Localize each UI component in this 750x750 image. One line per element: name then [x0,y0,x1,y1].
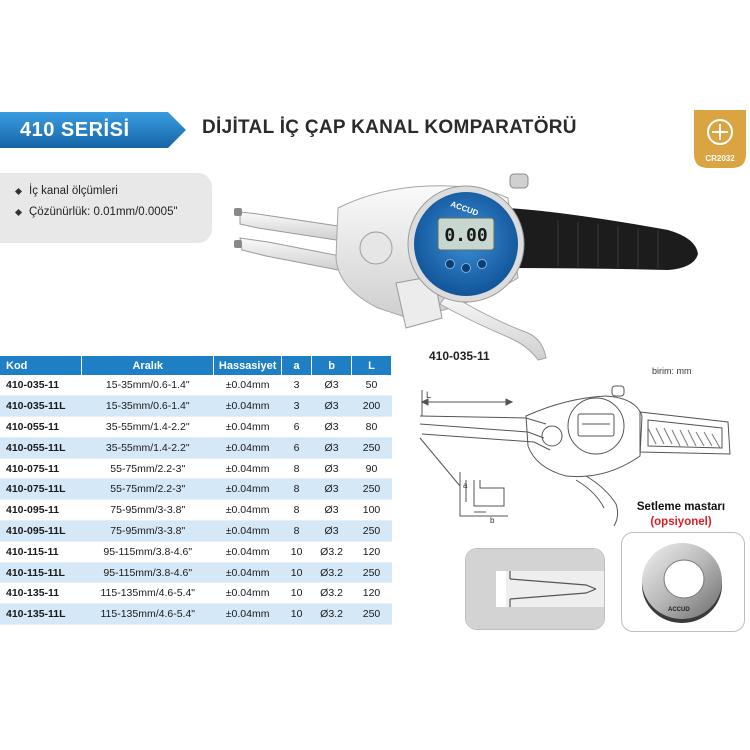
bullet-icon [15,208,22,215]
feature-text: İç kanal ölçümleri [29,185,118,197]
caliper-gauge-image [228,168,708,368]
cell-range: 35-55mm/1.4-2.2" [82,437,214,458]
cell-l: 250 [352,479,392,500]
cell-accuracy: ±0.04mm [214,583,282,604]
cell-code: 410-095-11L [0,521,82,542]
measurement-detail-image [465,548,605,630]
column-header: Hassasiyet [214,356,282,375]
table-row [0,604,392,625]
groove-measurement-icon [466,549,604,629]
cell-l: 120 [352,541,392,562]
cell-code: 410-055-11 [0,417,82,438]
cell-accuracy: ±0.04mm [214,500,282,521]
table-row [0,375,392,396]
label-a: a [463,481,468,490]
cell-l: 250 [352,437,392,458]
cell-code: 410-055-11L [0,437,82,458]
table-row [0,541,392,562]
display-reading: 0.00 [444,225,488,246]
feature-item [16,206,212,218]
cell-code: 410-135-11L [0,604,82,625]
cell-a: 8 [282,458,312,479]
cell-l: 100 [352,500,392,521]
cell-l: 80 [352,417,392,438]
table-row [0,500,392,521]
cell-a: 10 [282,562,312,583]
setting-ring-title: Setleme mastarı [636,501,726,513]
cell-l: 200 [352,396,392,417]
cell-code: 410-095-11 [0,500,82,521]
table-row [0,437,392,458]
table-row [0,417,392,438]
cell-b: Ø3.2 [312,604,352,625]
cell-range: 115-135mm/4.6-5.4" [82,604,214,625]
spec-table [0,356,392,625]
cell-b: Ø3 [312,458,352,479]
page-title: DİJİTAL İÇ ÇAP KANAL KOMPARATÖRÜ [202,117,577,138]
table-row [0,521,392,542]
feature-item [16,185,212,197]
column-header: b [312,356,352,375]
cell-code: 410-075-11 [0,458,82,479]
cell-b: Ø3.2 [312,583,352,604]
cell-range: 15-35mm/0.6-1.4" [82,396,214,417]
model-caption: 410-035-11 [429,349,490,363]
ring-brand: ACCUD [668,607,690,613]
cell-range: 55-75mm/2.2-3" [82,479,214,500]
setting-ring-icon [622,533,743,630]
cell-a: 10 [282,541,312,562]
cell-b: Ø3 [312,396,352,417]
cell-a: 6 [282,437,312,458]
cell-b: Ø3 [312,437,352,458]
feature-text: Çözünürlük: 0.01mm/0.0005" [29,206,178,218]
cell-a: 8 [282,500,312,521]
cell-code: 410-135-11 [0,583,82,604]
cell-code: 410-115-11 [0,541,82,562]
cell-b: Ø3 [312,375,352,396]
cell-l: 250 [352,562,392,583]
cell-accuracy: ±0.04mm [214,521,282,542]
bullet-icon [15,187,22,194]
cell-l: 90 [352,458,392,479]
setting-ring-image [621,532,745,632]
cell-a: 3 [282,375,312,396]
column-header: Kod [0,356,82,375]
battery-label: CR2032 [705,154,735,163]
table-row [0,479,392,500]
cell-code: 410-075-11L [0,479,82,500]
cell-accuracy: ±0.04mm [214,562,282,583]
cell-range: 75-95mm/3-3.8" [82,521,214,542]
cell-range: 95-115mm/3.8-4.6" [82,562,214,583]
setting-ring-subtitle: (opsiyonel) [650,516,712,528]
cell-accuracy: ±0.04mm [214,396,282,417]
cell-b: Ø3 [312,479,352,500]
cell-accuracy: ±0.04mm [214,541,282,562]
cell-a: 10 [282,604,312,625]
cell-a: 6 [282,417,312,438]
cell-range: 55-75mm/2.2-3" [82,458,214,479]
feature-list [0,173,212,243]
table-header-row [0,356,392,375]
cell-b: Ø3 [312,521,352,542]
cell-range: 35-55mm/1.4-2.2" [82,417,214,438]
cell-a: 3 [282,396,312,417]
cell-accuracy: ±0.04mm [214,417,282,438]
cell-range: 115-135mm/4.6-5.4" [82,583,214,604]
label-l: L [426,390,432,400]
cell-l: 120 [352,583,392,604]
cell-accuracy: ±0.04mm [214,437,282,458]
cell-l: 250 [352,604,392,625]
cell-a: 8 [282,479,312,500]
column-header: a [282,356,312,375]
series-label: 410 SERİSİ [20,119,130,141]
unit-caption: birim: mm [652,366,692,376]
cell-l: 50 [352,375,392,396]
cell-code: 410-035-11L [0,396,82,417]
table-row [0,396,392,417]
table-row [0,562,392,583]
label-b: b [490,516,495,525]
column-header: L [352,356,392,375]
table-row [0,583,392,604]
cell-range: 95-115mm/3.8-4.6" [82,541,214,562]
column-header: Aralık [82,356,214,375]
cell-a: 10 [282,583,312,604]
cell-b: Ø3.2 [312,541,352,562]
cell-b: Ø3 [312,417,352,438]
table-row [0,458,392,479]
cell-b: Ø3.2 [312,562,352,583]
cell-l: 250 [352,521,392,542]
series-banner [0,112,186,148]
cell-code: 410-035-11 [0,375,82,396]
cell-accuracy: ±0.04mm [214,458,282,479]
cell-range: 15-35mm/0.6-1.4" [82,375,214,396]
cell-code: 410-115-11L [0,562,82,583]
cell-accuracy: ±0.04mm [214,375,282,396]
cell-a: 8 [282,521,312,542]
battery-badge [694,110,746,168]
cell-range: 75-95mm/3-3.8" [82,500,214,521]
cell-accuracy: ±0.04mm [214,604,282,625]
cell-b: Ø3 [312,500,352,521]
brand-label: ACCUD [449,199,480,218]
cell-accuracy: ±0.04mm [214,479,282,500]
